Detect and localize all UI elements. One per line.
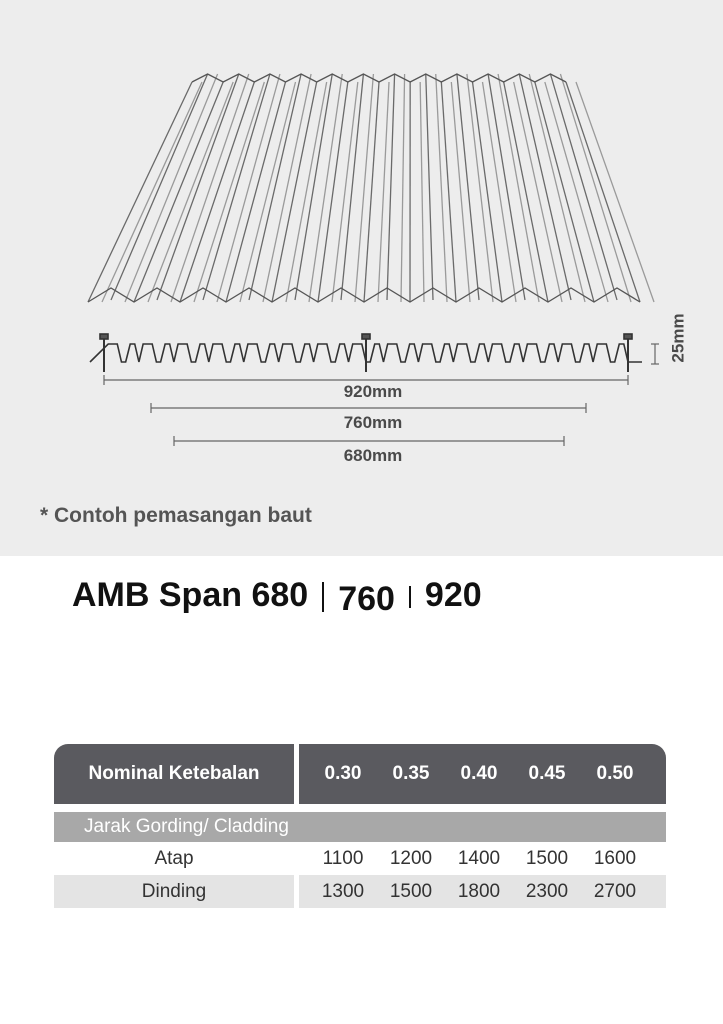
sheet-rib-line <box>355 74 373 302</box>
sheet-rib-line <box>378 82 389 302</box>
thickness-cell: 0.30 <box>324 763 362 784</box>
bolt-head-icon <box>362 334 370 339</box>
sheet-rib-line <box>240 82 296 302</box>
sheet-rib-line <box>88 82 192 302</box>
dimension-680: 680mm <box>343 446 403 465</box>
table-cell: 2300 <box>525 880 569 902</box>
sheet-rib-line <box>426 74 433 300</box>
thickness-cell: 0.40 <box>460 763 498 784</box>
dimension-920: 920mm <box>343 382 403 401</box>
table-cell: 1600 <box>593 847 637 869</box>
header-label: Nominal Ketebalan <box>54 744 294 804</box>
thickness-cell: 0.35 <box>392 763 430 784</box>
sheet-rib-line <box>467 74 493 302</box>
table-cell: 1500 <box>525 847 569 869</box>
thickness-cell: 0.45 <box>528 763 566 784</box>
table-header <box>54 744 666 804</box>
table-row <box>54 842 666 875</box>
table-cell: 1400 <box>457 847 501 869</box>
table-cell: 1800 <box>457 880 501 902</box>
title-separator <box>409 586 411 608</box>
section-label: Jarak Gording/ Cladding <box>54 812 666 842</box>
bolt-head-icon <box>100 334 108 339</box>
thickness-values <box>299 744 666 804</box>
dimension-760: 760mm <box>343 413 403 432</box>
table-cell: 1200 <box>389 847 433 869</box>
sheet-rib-line <box>102 82 202 302</box>
sheet-rib-line <box>401 74 405 302</box>
product-title <box>72 576 482 618</box>
thickness-cell: 0.50 <box>596 763 634 784</box>
row-label: Dinding <box>141 880 207 902</box>
title-separator <box>322 582 324 612</box>
table-cell: 1300 <box>321 880 365 902</box>
table-cell: 1500 <box>389 880 433 902</box>
sheet-rib-line <box>576 82 654 302</box>
spec-table <box>54 744 666 908</box>
sheet-rib-line <box>420 82 424 302</box>
title-prefix: AMB Span 680 <box>72 576 309 614</box>
dimension-25: 25mm <box>668 313 688 363</box>
bolt-head-icon <box>624 334 632 339</box>
sheet-rib-line <box>560 74 631 302</box>
title-760: 760 <box>338 580 395 618</box>
sheet-rib-line <box>364 82 379 302</box>
sheet-rib-line <box>436 74 447 302</box>
sheet-rib-line <box>134 82 223 302</box>
bolt-installation-note: * Contoh pemasangan baut <box>40 504 312 527</box>
table-row <box>54 875 666 908</box>
row-label: Atap <box>154 847 194 869</box>
sheet-rib-line <box>498 74 539 302</box>
sheet-rib-line <box>272 82 317 302</box>
title-920: 920 <box>424 576 482 614</box>
table-cell: 1100 <box>322 847 364 869</box>
table-cell: 2700 <box>593 880 637 902</box>
sheet-rib-line <box>504 82 548 302</box>
sheet-rib-line <box>171 74 249 302</box>
sheet-rib-line <box>125 74 218 302</box>
sheet-rib-line <box>318 82 348 302</box>
sheet-rib-line <box>194 82 264 302</box>
